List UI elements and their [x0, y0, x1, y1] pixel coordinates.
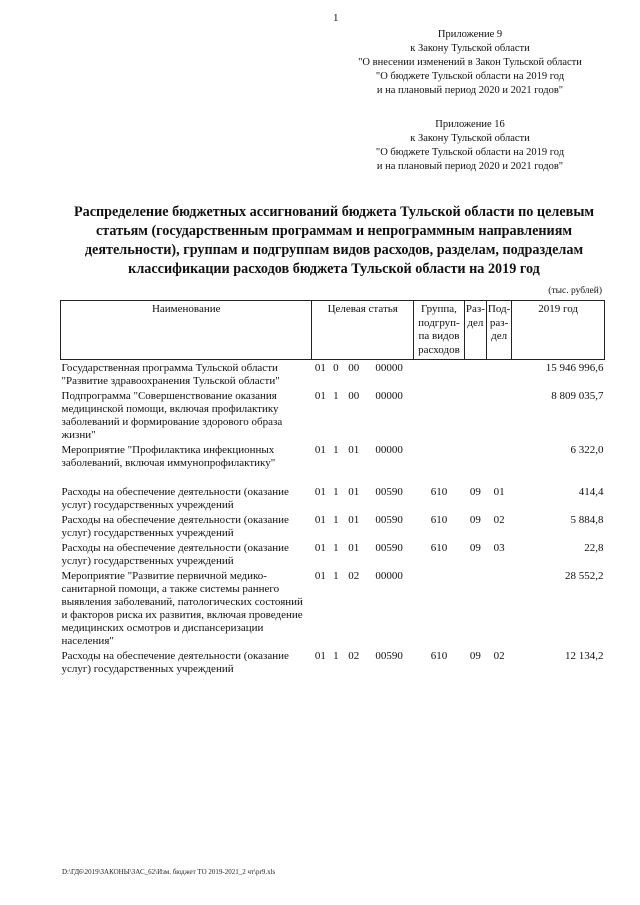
target-code-3: 01 [348, 514, 360, 526]
target-code-3: 01 [348, 486, 360, 498]
target-code-3: 02 [348, 570, 360, 582]
header-group: Группа, подгруп- па видов расходов [413, 301, 464, 360]
table-row [61, 484, 605, 512]
budget-table [60, 300, 605, 676]
expense-group [413, 388, 464, 442]
subsection-code [486, 568, 511, 648]
section-code [464, 360, 486, 389]
table-header-row [61, 301, 605, 360]
row-name: Расходы на обеспечение деятельности (оказание услуг) государственных учреждений [61, 486, 289, 511]
appendix-16-heading [340, 118, 600, 174]
subsection-code: 01 [493, 486, 505, 498]
section-code [464, 568, 486, 648]
target-code-3: 01 [348, 542, 360, 554]
header-target: Целевая статья [312, 301, 414, 360]
expense-group: 610 [430, 542, 448, 554]
appendix-9-heading [340, 28, 600, 98]
row-name: Расходы на обеспечение деятельности (оказание услуг) государственных учреждений [61, 514, 289, 539]
row-spacer [61, 470, 605, 484]
table-row [61, 540, 605, 568]
header-name: Наименование [61, 301, 312, 360]
target-code-1: 01 [314, 444, 326, 456]
target-code-1: 01 [314, 362, 326, 374]
subsection-code [486, 388, 511, 442]
target-code-4: 00000 [375, 444, 403, 456]
section-code: 09 [469, 542, 481, 554]
target-code-2: 1 [333, 570, 339, 582]
appendix-9-line: "О внесении изменений в Закон Тульской области [358, 57, 582, 68]
appendix-9-line: Приложение 9 [437, 29, 503, 40]
appendix-9-line: "О бюджете Тульской области на 2019 год [375, 71, 565, 82]
header-section: Раз- дел [464, 301, 486, 360]
target-code-4: 00000 [375, 362, 403, 374]
target-code-3: 00 [348, 390, 360, 402]
amount-2019: 22,8 [584, 542, 604, 554]
section-code [464, 442, 486, 470]
target-code-2: 1 [333, 390, 339, 402]
target-code-1: 01 [314, 390, 326, 402]
table-row [61, 568, 605, 648]
appendix-16-line: "О бюджете Тульской области на 2019 год [375, 147, 565, 158]
table-row [61, 648, 605, 676]
section-code: 09 [469, 486, 481, 498]
subsection-code: 02 [493, 650, 505, 662]
target-code-2: 1 [333, 444, 339, 456]
amount-2019: 6 322,0 [570, 444, 604, 456]
amount-2019: 15 946 996,6 [545, 362, 604, 374]
row-name: Подпрограмма "Совершенствование оказания медицинской помощи, включая профилактику заболеваний и формирование здорового образа жизни" [61, 390, 283, 441]
target-code-1: 01 [314, 514, 326, 526]
row-name: Мероприятие "Развитие первичной медико-санитарной помощи, а также системы раннего выявления заболеваний, патологических состояний и факторов риска их развития, включая проведение медицинских осмотров и диспансеризации населения" [61, 570, 303, 647]
target-code-4: 00590 [375, 514, 403, 526]
subsection-code: 03 [493, 542, 505, 554]
document-title: Распределение бюджетных ассигнований бюджета Тульской области по целевым статьям (государственным программам и непрограммным направлениям деятельности), группам и подгруппам видов расходов, разделам, подразделам классификации расходов бюджета Тульской области на 2019 год [73, 204, 595, 277]
target-code-4: 00000 [375, 570, 403, 582]
expense-group [413, 442, 464, 470]
target-code-3: 00 [348, 362, 360, 374]
target-code-2: 1 [333, 650, 339, 662]
table-body [61, 360, 605, 677]
appendix-9-line: к Закону Тульской области [410, 43, 530, 54]
table-row [61, 360, 605, 389]
row-name: Расходы на обеспечение деятельности (оказание услуг) государственных учреждений [61, 542, 289, 567]
subsection-code: 02 [493, 514, 505, 526]
table-row [61, 388, 605, 442]
page-number: 1 [333, 12, 339, 24]
appendix-16-line: и на плановый период 2020 и 2021 годов" [376, 161, 564, 172]
target-code-2: 0 [333, 362, 339, 374]
header-year: 2019 год [512, 301, 605, 360]
target-code-1: 01 [314, 542, 326, 554]
target-code-2: 1 [333, 486, 339, 498]
target-code-3: 02 [348, 650, 360, 662]
expense-group [413, 568, 464, 648]
table-row [61, 512, 605, 540]
target-code-4: 00590 [375, 650, 403, 662]
subsection-code [486, 442, 511, 470]
amount-2019: 12 134,2 [565, 650, 604, 662]
target-code-4: 00000 [375, 390, 403, 402]
target-code-4: 00590 [375, 486, 403, 498]
row-name: Государственная программа Тульской области "Развитие здравоохранения Тульской области" [61, 362, 280, 387]
subsection-code [486, 360, 511, 389]
row-name: Мероприятие "Профилактика инфекционных заболеваний, включая иммунопрофилактику" [61, 444, 276, 469]
section-code [464, 388, 486, 442]
expense-group [413, 360, 464, 389]
amount-2019: 414,4 [578, 486, 604, 498]
amount-2019: 28 552,2 [565, 570, 604, 582]
amount-2019: 5 884,8 [570, 514, 604, 526]
appendix-16-line: Приложение 16 [435, 119, 505, 130]
expense-group: 610 [430, 486, 448, 498]
target-code-2: 1 [333, 514, 339, 526]
section-code: 09 [469, 514, 481, 526]
row-name: Расходы на обеспечение деятельности (оказание услуг) государственных учреждений [61, 650, 289, 675]
section-code: 09 [469, 650, 481, 662]
units-label: (тыс. рублей) [548, 286, 602, 296]
header-subsection: Под- раз- дел [486, 301, 511, 360]
amount-2019: 8 809 035,7 [551, 390, 604, 402]
target-code-3: 01 [348, 444, 360, 456]
expense-group: 610 [430, 650, 448, 662]
appendix-16-line: к Закону Тульской области [410, 133, 530, 144]
target-code-1: 01 [314, 570, 326, 582]
target-code-4: 00590 [375, 542, 403, 554]
expense-group: 610 [430, 514, 448, 526]
footer-file-path: D:\ГД6\2019\ЗАКОНЫ\ЗАС_62\Изм. бюджет ТО 2019-2021_2 чт\pr9.xls [62, 868, 276, 876]
target-code-1: 01 [314, 486, 326, 498]
table-row [61, 442, 605, 470]
target-code-1: 01 [314, 650, 326, 662]
appendix-9-line: и на плановый период 2020 и 2021 годов" [376, 85, 564, 96]
target-code-2: 1 [333, 542, 339, 554]
